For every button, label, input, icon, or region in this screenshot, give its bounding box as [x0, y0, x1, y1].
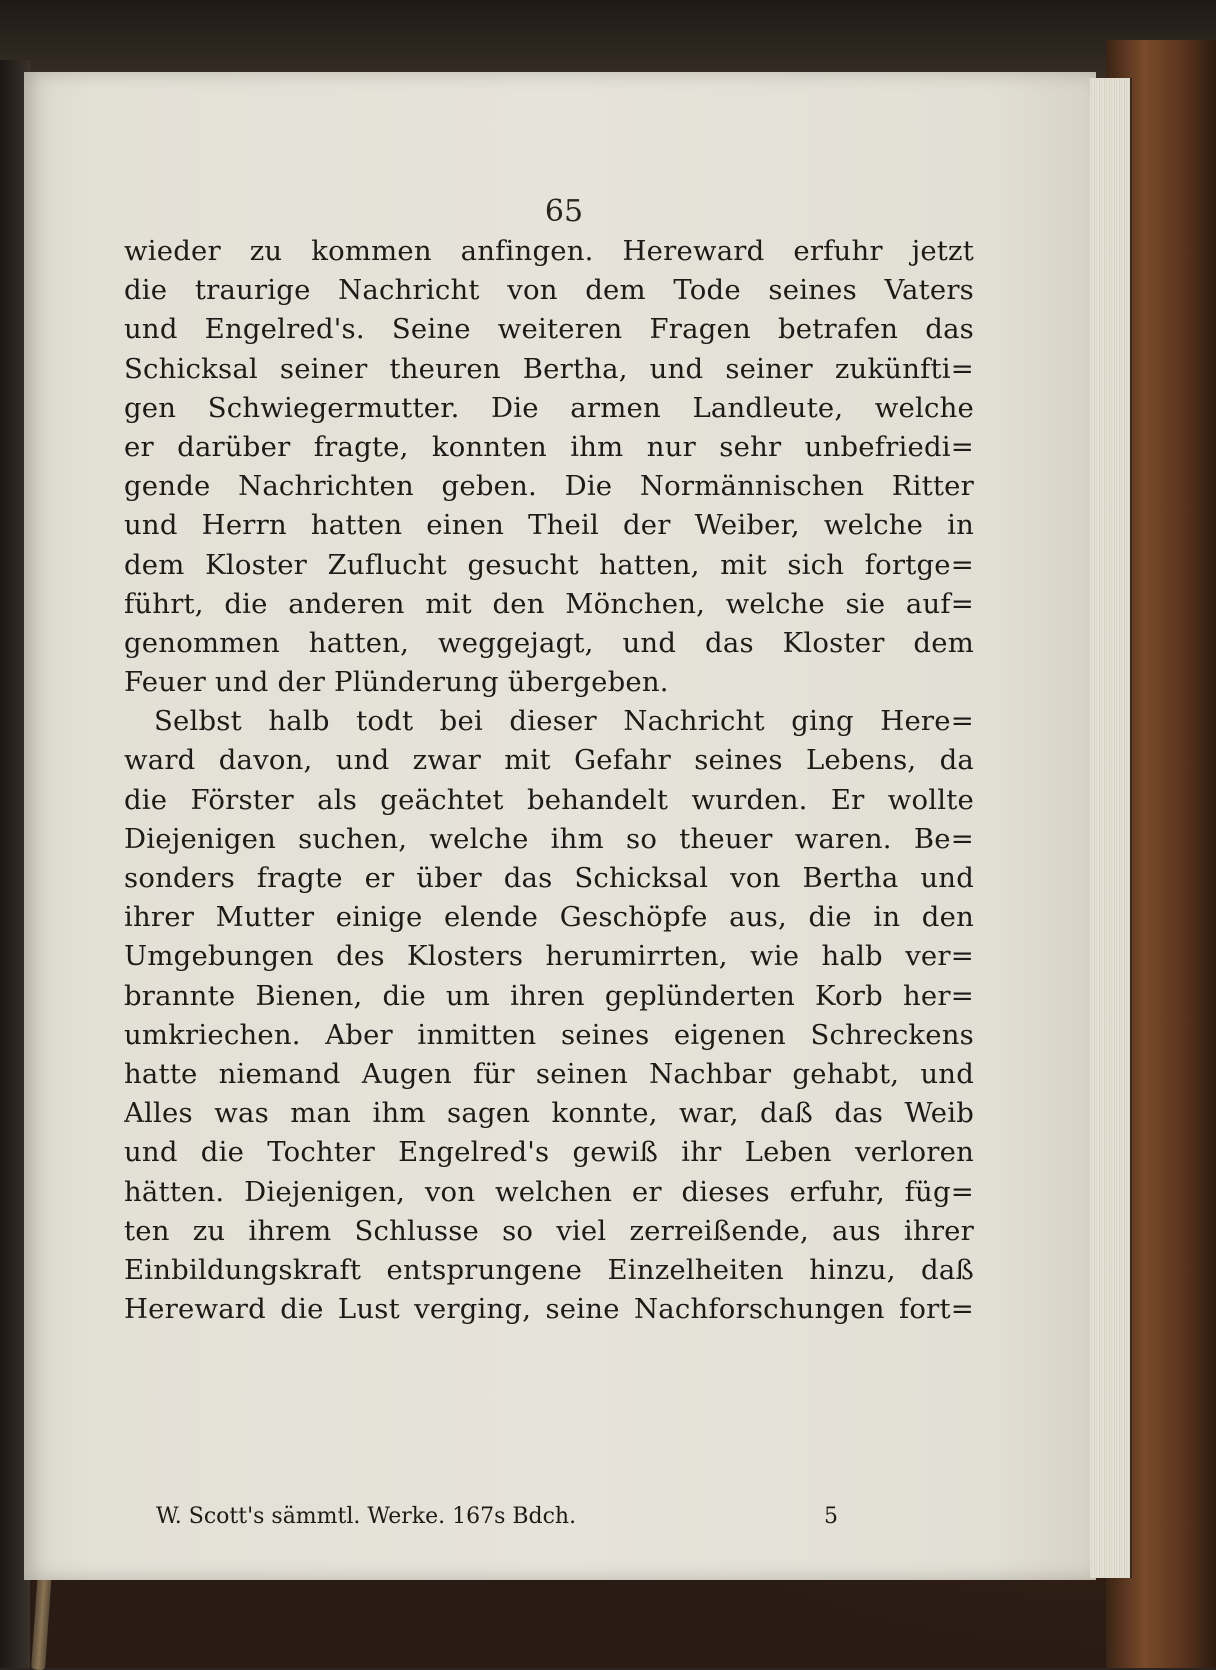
- text-line: ten zu ihrem Schlusse so viel zerreißende, aus ihrer: [124, 1214, 974, 1247]
- text-line: genommen hatten, weggejagt, und das Kloster dem: [124, 626, 974, 659]
- text-line: und Engelred's. Seine weiteren Fragen betrafen das: [124, 313, 974, 346]
- text-line: Selbst halb todt bei dieser Nachricht ging Here=: [154, 705, 974, 738]
- text-line: die Förster als geächtet behandelt wurden. Er wollte: [124, 783, 974, 816]
- text-line: die traurige Nachricht von dem Tode seines Vaters: [124, 274, 974, 307]
- text-line: Hereward die Lust verging, seine Nachforschungen fort=: [124, 1293, 974, 1326]
- text-line: gen Schwiegermutter. Die armen Landleute, welche: [124, 391, 974, 424]
- text-line: sonders fragte er über das Schicksal von Bertha und: [124, 862, 974, 894]
- page-number: 65: [544, 194, 584, 229]
- text-line: führt, die anderen mit den Mönchen, welche sie auf=: [124, 587, 974, 620]
- text-line: hätten. Diejenigen, von welchen er dieses erfuhr, füg=: [124, 1175, 974, 1208]
- text-line: er darüber fragte, konnten ihm nur sehr unbefriedi=: [124, 430, 974, 463]
- page-body-text: [124, 232, 974, 1329]
- text-line: Alles was man ihm sagen konnte, war, daß das Weib: [124, 1097, 974, 1130]
- sheet-signature-mark: 5: [824, 1504, 838, 1529]
- text-line: ward davon, und zwar mit Gefahr seines Lebens, da: [124, 744, 974, 777]
- book-page: [24, 72, 1096, 1580]
- text-line: und die Tochter Engelred's gewiß ihr Leben verloren: [124, 1136, 974, 1169]
- text-line: ihrer Mutter einige elende Geschöpfe aus, die in den: [124, 901, 974, 934]
- page-fore-edge: [1090, 78, 1132, 1578]
- text-line: wieder zu kommen anfingen. Hereward erfuhr jetzt: [124, 235, 974, 267]
- text-line: Diejenigen suchen, welche ihm so theuer waren. Be=: [124, 822, 974, 855]
- signature-line: W. Scott's sämmtl. Werke. 167s Bdch.: [156, 1504, 577, 1529]
- text-line: und Herrn hatten einen Theil der Weiber, welche in: [124, 509, 974, 542]
- text-line: umkriechen. Aber inmitten seines eigenen Schreckens: [124, 1018, 974, 1051]
- text-line: brannte Bienen, die um ihren geplünderten Korb her=: [124, 979, 974, 1012]
- text-line: dem Kloster Zuflucht gesucht hatten, mit sich fortge=: [124, 548, 974, 581]
- text-line: hatte niemand Augen für seinen Nachbar gehabt, und: [124, 1057, 974, 1090]
- text-line: Einbildungskraft entsprungene Einzelheiten hinzu, daß: [124, 1253, 974, 1286]
- text-line: Feuer und der Plünderung übergeben.: [124, 666, 669, 699]
- text-line: Schicksal seiner theuren Bertha, und seiner zukünfti=: [124, 352, 974, 385]
- text-line: Umgebungen des Klosters herumirrten, wie halb ver=: [124, 940, 974, 973]
- text-line: gende Nachrichten geben. Die Normännischen Ritter: [124, 470, 974, 503]
